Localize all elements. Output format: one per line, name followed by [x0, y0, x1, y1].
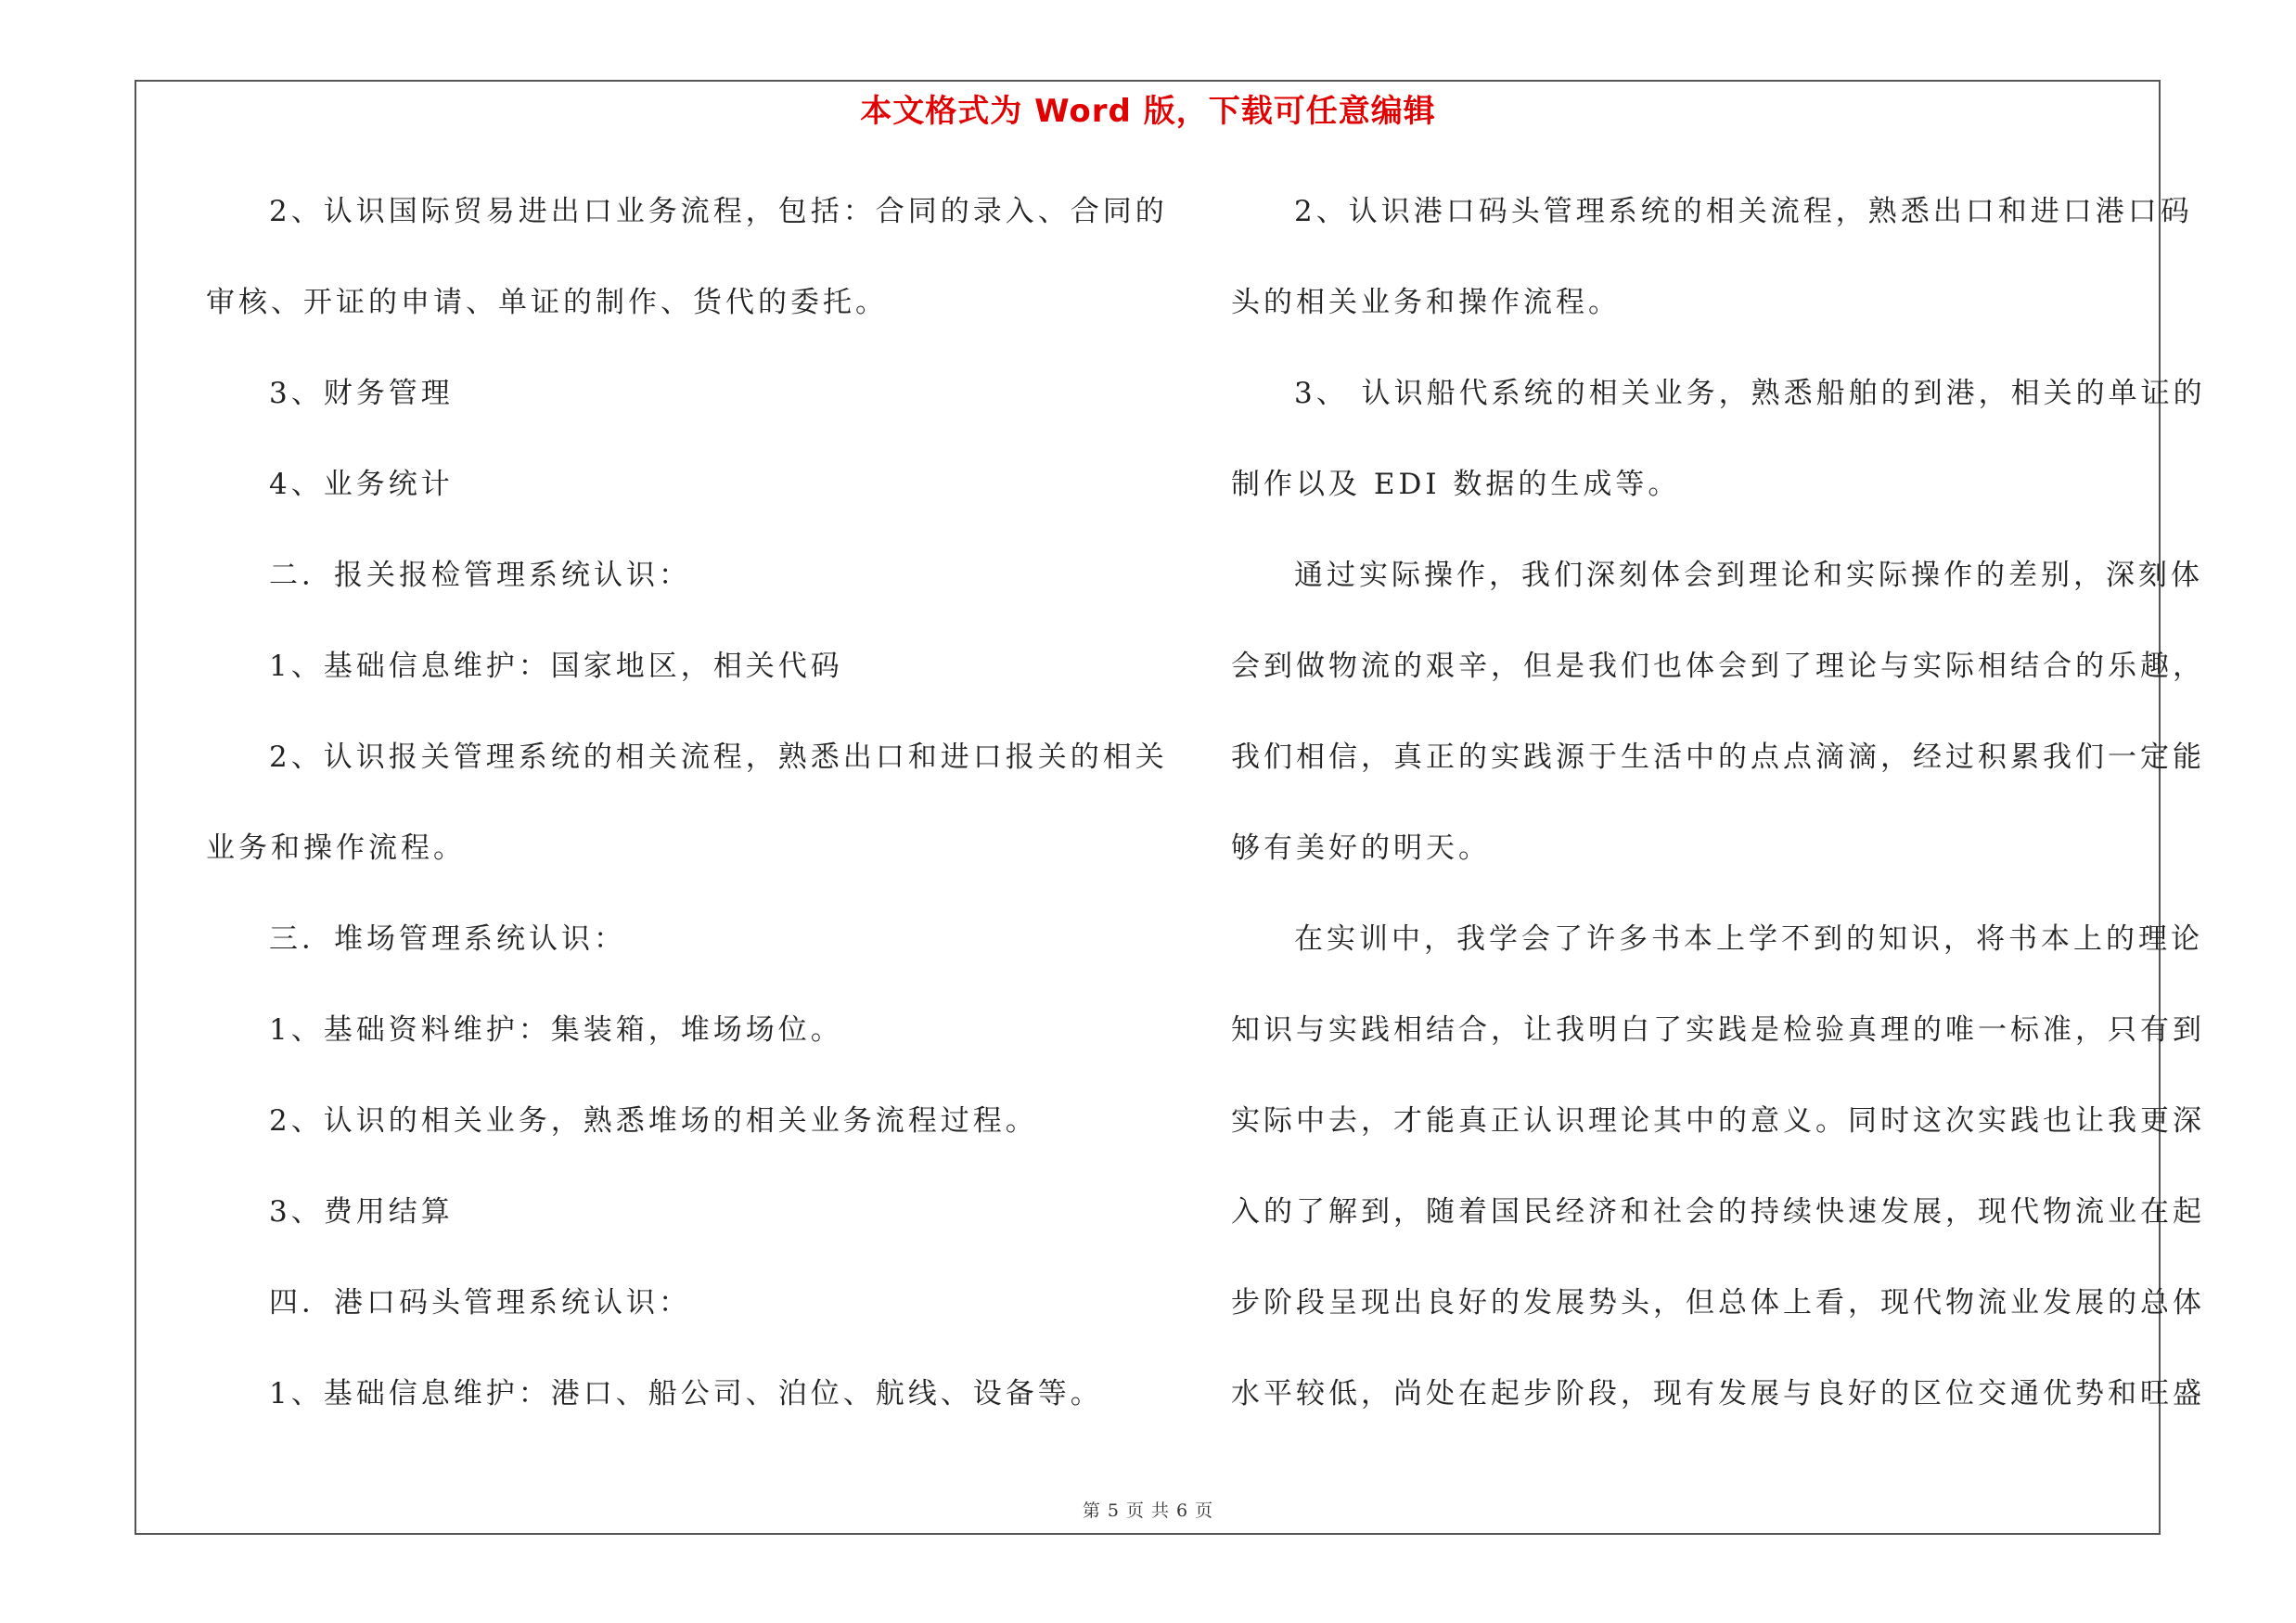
- left-column: [206, 184, 1168, 1457]
- text-line: 制作以及 EDI 数据的生成等。: [1231, 468, 1681, 501]
- text-line: 3、费用结算: [269, 1195, 454, 1229]
- text-line: 在实训中，我学会了许多书本上学不到的知识，将书本上的理论: [1294, 922, 2203, 956]
- text-line: 水平较低，尚处在起步阶段，现有发展与良好的区位交通优势和旺盛: [1231, 1377, 2205, 1410]
- text-line: 3、 认识船代系统的相关业务，熟悉船舶的到港，相关的单证的: [1294, 377, 2206, 410]
- text-line: 三．堆场管理系统认识：: [269, 922, 626, 956]
- text-line: 实际中去，才能真正认识理论其中的意义。同时这次实践也让我更深: [1231, 1104, 2205, 1138]
- text-line: 步阶段呈现出良好的发展势头，但总体上看，现代物流业发展的总体: [1231, 1286, 2205, 1320]
- page-number-footer: 第 5 页 共 6 页: [1082, 1501, 1214, 1521]
- text-line: 入的了解到，随着国民经济和社会的持续快速发展，现代物流业在起: [1231, 1195, 2205, 1229]
- text-line: 业务和操作流程。: [206, 831, 466, 865]
- text-line: 1、基础资料维护：集装箱，堆场场位。: [269, 1013, 843, 1047]
- text-line: 1、基础信息维护：国家地区，相关代码: [269, 650, 843, 683]
- text-line: 4、业务统计: [269, 468, 454, 501]
- text-line: 会到做物流的艰辛，但是我们也体会到了理论与实际相结合的乐趣，: [1231, 650, 2205, 683]
- watermark-banner: 本文格式为 Word 版，下载可任意编辑: [860, 93, 1436, 130]
- text-line: 通过实际操作，我们深刻体会到理论和实际操作的差别，深刻体: [1294, 559, 2203, 592]
- text-line: 头的相关业务和操作流程。: [1231, 286, 1621, 319]
- text-line: 审核、开证的申请、单证的制作、货代的委托。: [206, 286, 888, 319]
- text-line: 2、认识国际贸易进出口业务流程，包括：合同的录入、合同的: [269, 195, 1168, 228]
- text-line: 2、认识报关管理系统的相关流程，熟悉出口和进口报关的相关: [269, 741, 1168, 774]
- right-column: [1231, 184, 2206, 1457]
- text-line: 够有美好的明天。: [1231, 831, 1491, 865]
- text-line: 1、基础信息维护：港口、船公司、泊位、航线、设备等。: [269, 1377, 1103, 1410]
- text-line: 我们相信，真正的实践源于生活中的点点滴滴，经过积累我们一定能: [1231, 741, 2205, 774]
- text-line: 2、认识港口码头管理系统的相关流程，熟悉出口和进口港口码: [1294, 195, 2193, 228]
- text-line: 四．港口码头管理系统认识：: [269, 1286, 691, 1320]
- text-line: 二．报关报检管理系统认识：: [269, 559, 691, 592]
- text-line: 2、认识的相关业务，熟悉堆场的相关业务流程过程。: [269, 1104, 1038, 1138]
- text-line: 知识与实践相结合，让我明白了实践是检验真理的唯一标准，只有到: [1231, 1013, 2205, 1047]
- text-line: 3、财务管理: [269, 377, 454, 410]
